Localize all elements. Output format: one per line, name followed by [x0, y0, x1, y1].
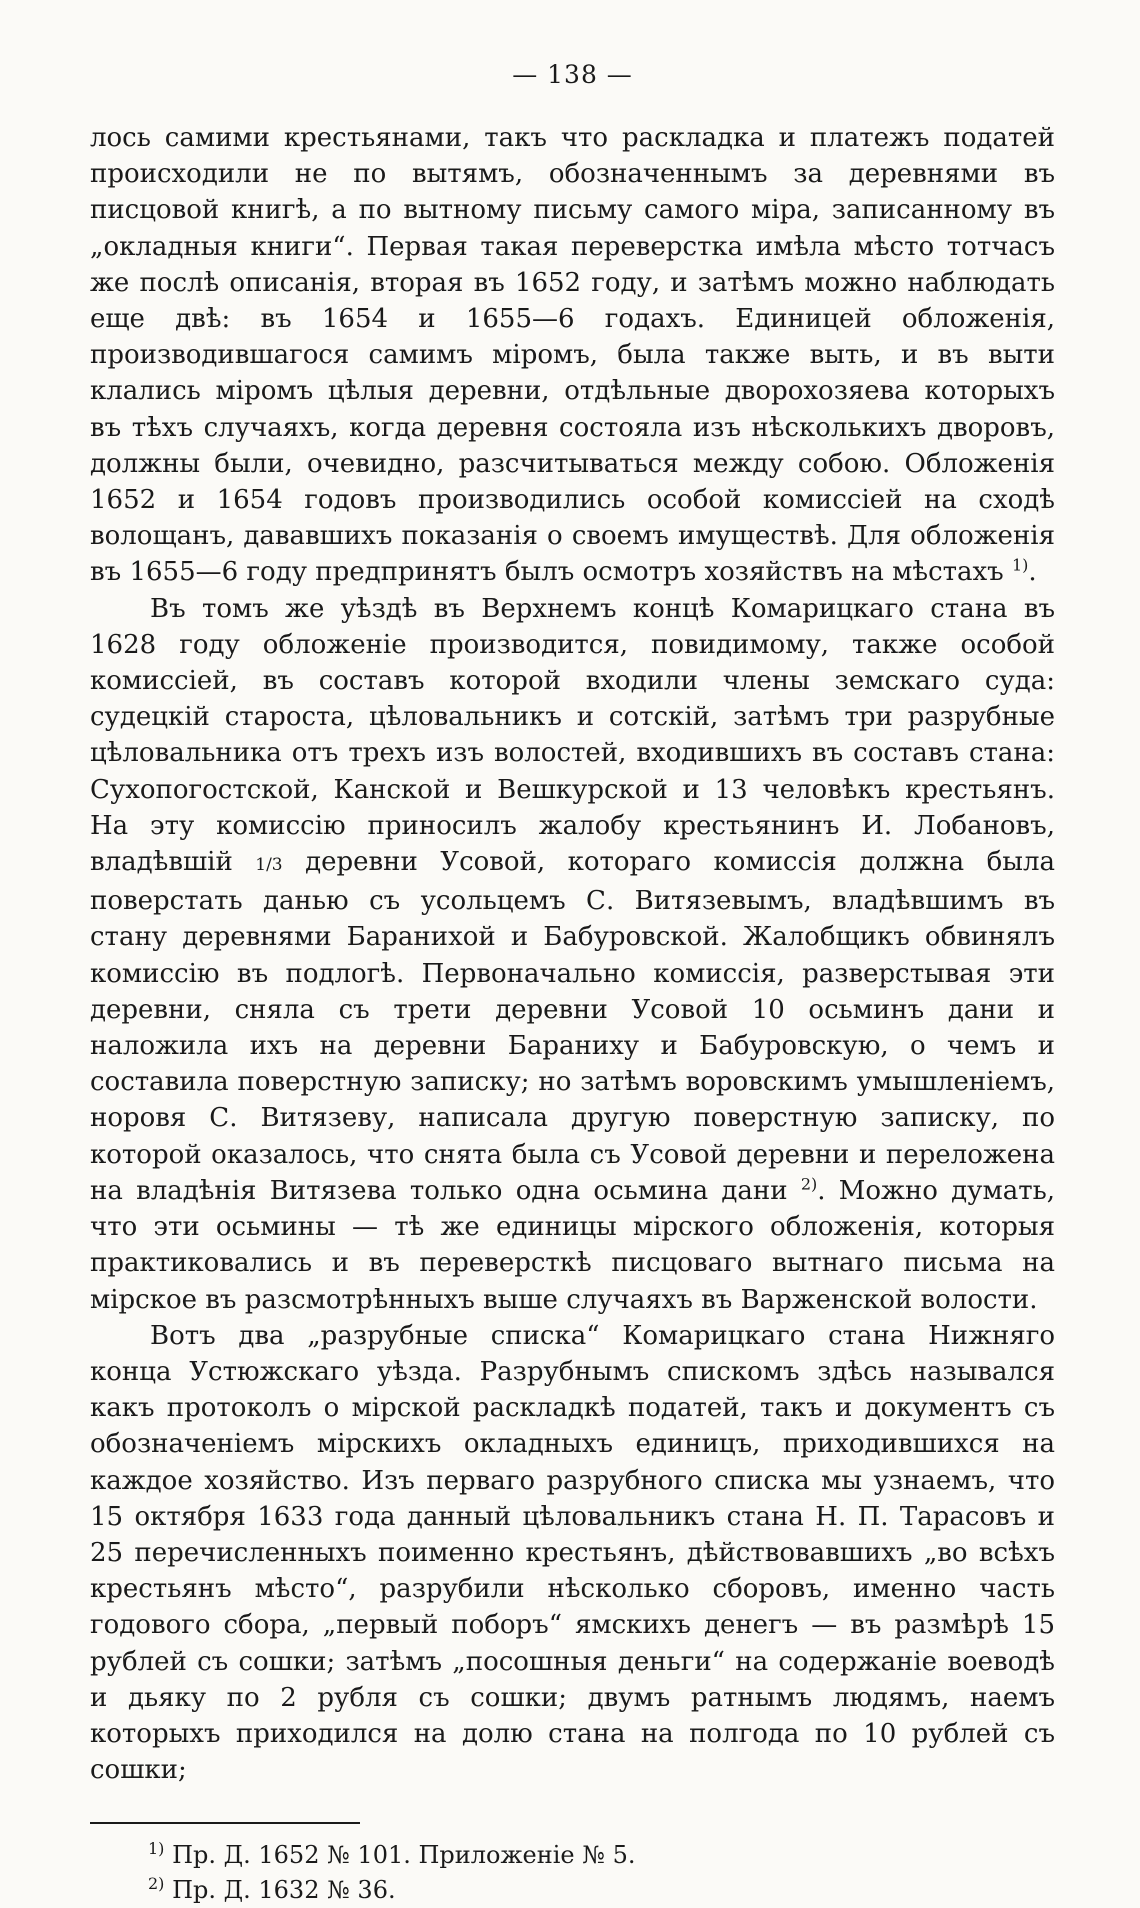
paragraph-2: [90, 591, 1055, 1318]
footnote-ref-1[interactable]: 1): [1012, 555, 1029, 575]
footnote-1-text: Пр. Д. 1652 № 101. Приложеніе № 5.: [172, 1841, 636, 1870]
paragraph-1: [90, 120, 1055, 591]
paragraph-1-tail: .: [1028, 557, 1037, 588]
body-text: [90, 120, 1055, 1788]
paragraph-2-text-a: Въ томъ же уѣздѣ въ Верхнемъ концѣ Комарицкаго стана въ 1628 году обложеніе производится, повидимому, также особой комиссіей, въ составъ которой входили члены земскаго суда: судецкій староста, цѣловальникъ и сотскій, затѣмъ три разрубные цѣловальника отъ трехъ изъ волостей, входившихъ въ составъ стана: Сухопогостской, Канской и Вешкурской и 13 человѣкъ крестьянъ. На эту комиссію приносилъ жалобу крестьянинъ И. Лобановъ, владѣвшій: [90, 593, 1055, 878]
footnote-divider: [90, 1822, 360, 1824]
footnotes: [90, 1838, 1055, 1908]
book-page: [90, 60, 1056, 1905]
footnote-2-text: Пр. Д. 1632 № 36.: [172, 1876, 396, 1905]
paragraph-2-text-c: . Можно думать, что эти осьмины — тѣ же единицы мірского обложенія, которыя практиковались и въ переверсткѣ писцоваго вытнаго письма на мірское въ разсмотрѣнныхъ выше случаяхъ въ Варженской волости.: [90, 1175, 1056, 1315]
paragraph-2-text-b: деревни Усовой, котораго комиссія должна была поверстать данью съ усольцемъ С. Витязевымъ, владѣвшимъ въ стану деревнями Бараниxой и Бабуровской. Жалобщикъ обвинялъ комиссію въ подлогѣ. Первоначально комиссія, разверстывая эти деревни, сняла съ трети деревни Усовой 10 осьминъ дани и наложила ихъ на деревни Бараниху и Бабуровскую, о чемъ и составила поверстную записку; но затѣмъ воровскимъ умышленіемъ, норовя С. Витязеву, написала другую поверстную записку, по которой оказалось, что снята была съ Усовой деревни и переложена на владѣнія Витязева только одна осьмина дани: [90, 847, 1055, 1206]
footnote-1-mark: 1): [148, 1839, 165, 1859]
footnote-1: [148, 1838, 1055, 1873]
page-number: — 138 —: [512, 60, 633, 89]
footnote-ref-2[interactable]: 2): [800, 1174, 818, 1194]
paragraph-3-text: Вотъ два „разрубные списка“ Комарицкаго стана Нижняго конца Устюжскаго уѣзда. Разрубнымъ спискомъ здѣсь назывался какъ протоколъ о мірской раскладкѣ податей, такъ и документъ съ обозначеніемъ мірскихъ окладныхъ единицъ, приходившихся на каждое хозяйство. Изъ перваго разрубного списка мы узнаемъ, что 15 октября 1633 года данный цѣловальникъ стана Н. П. Тарасовъ и 25 перечисленныхъ поименно крестьянъ, дѣйствовавшихъ „во всѣхъ крестьянъ мѣсто“, разрубили нѣсколько сборовъ, именно часть годового сбора, „первый поборъ“ ямскихъ денегъ — въ размѣрѣ 15 рублей съ сошки; затѣмъ „посошныя деньги“ на содержаніе воеводѣ и дьяку по 2 рубля съ сошки; двумъ ратнымъ людямъ, наемъ которыхъ приходился на долю стана на полгода по 10 рублей съ сошки;: [90, 1320, 1055, 1786]
paragraph-3: [90, 1318, 1055, 1789]
paragraph-1-text: лось самими крестьянами, такъ что раскладка и платежъ податей происходили не по вытямъ, обозначеннымъ за деревнями въ писцовой книгѣ, а по вытному письму самого міра, записанному въ „окладныя книги“. Первая такая переверстка имѣла мѣсто тотчасъ же послѣ описанія, вторая въ 1652 году, и затѣмъ можно наблюдать еще двѣ: въ 1654 и 1655—6 годахъ. Единицей обложенія, производившагося самимъ міромъ, была также выть, и въ выти клались міромъ цѣлыя деревни, отдѣльные дворохозяева которыхъ въ тѣхъ случаяхъ, когда деревня состояла изъ нѣсколькихъ дворовъ, должны были, очевидно, разсчитываться между собою. Обложенія 1652 и 1654 годовъ производились особой комиссіей на сходѣ волощанъ, дававшихъ показанія о своемъ имуществѣ. Для обложенія въ 1655—6 году предпринятъ былъ осмотръ хозяйствъ на мѣстахъ: [90, 123, 1055, 588]
footnote-2-mark: 2): [148, 1874, 165, 1894]
footnote-2: [148, 1873, 1055, 1908]
fraction-one-third: 1/3: [255, 855, 283, 876]
